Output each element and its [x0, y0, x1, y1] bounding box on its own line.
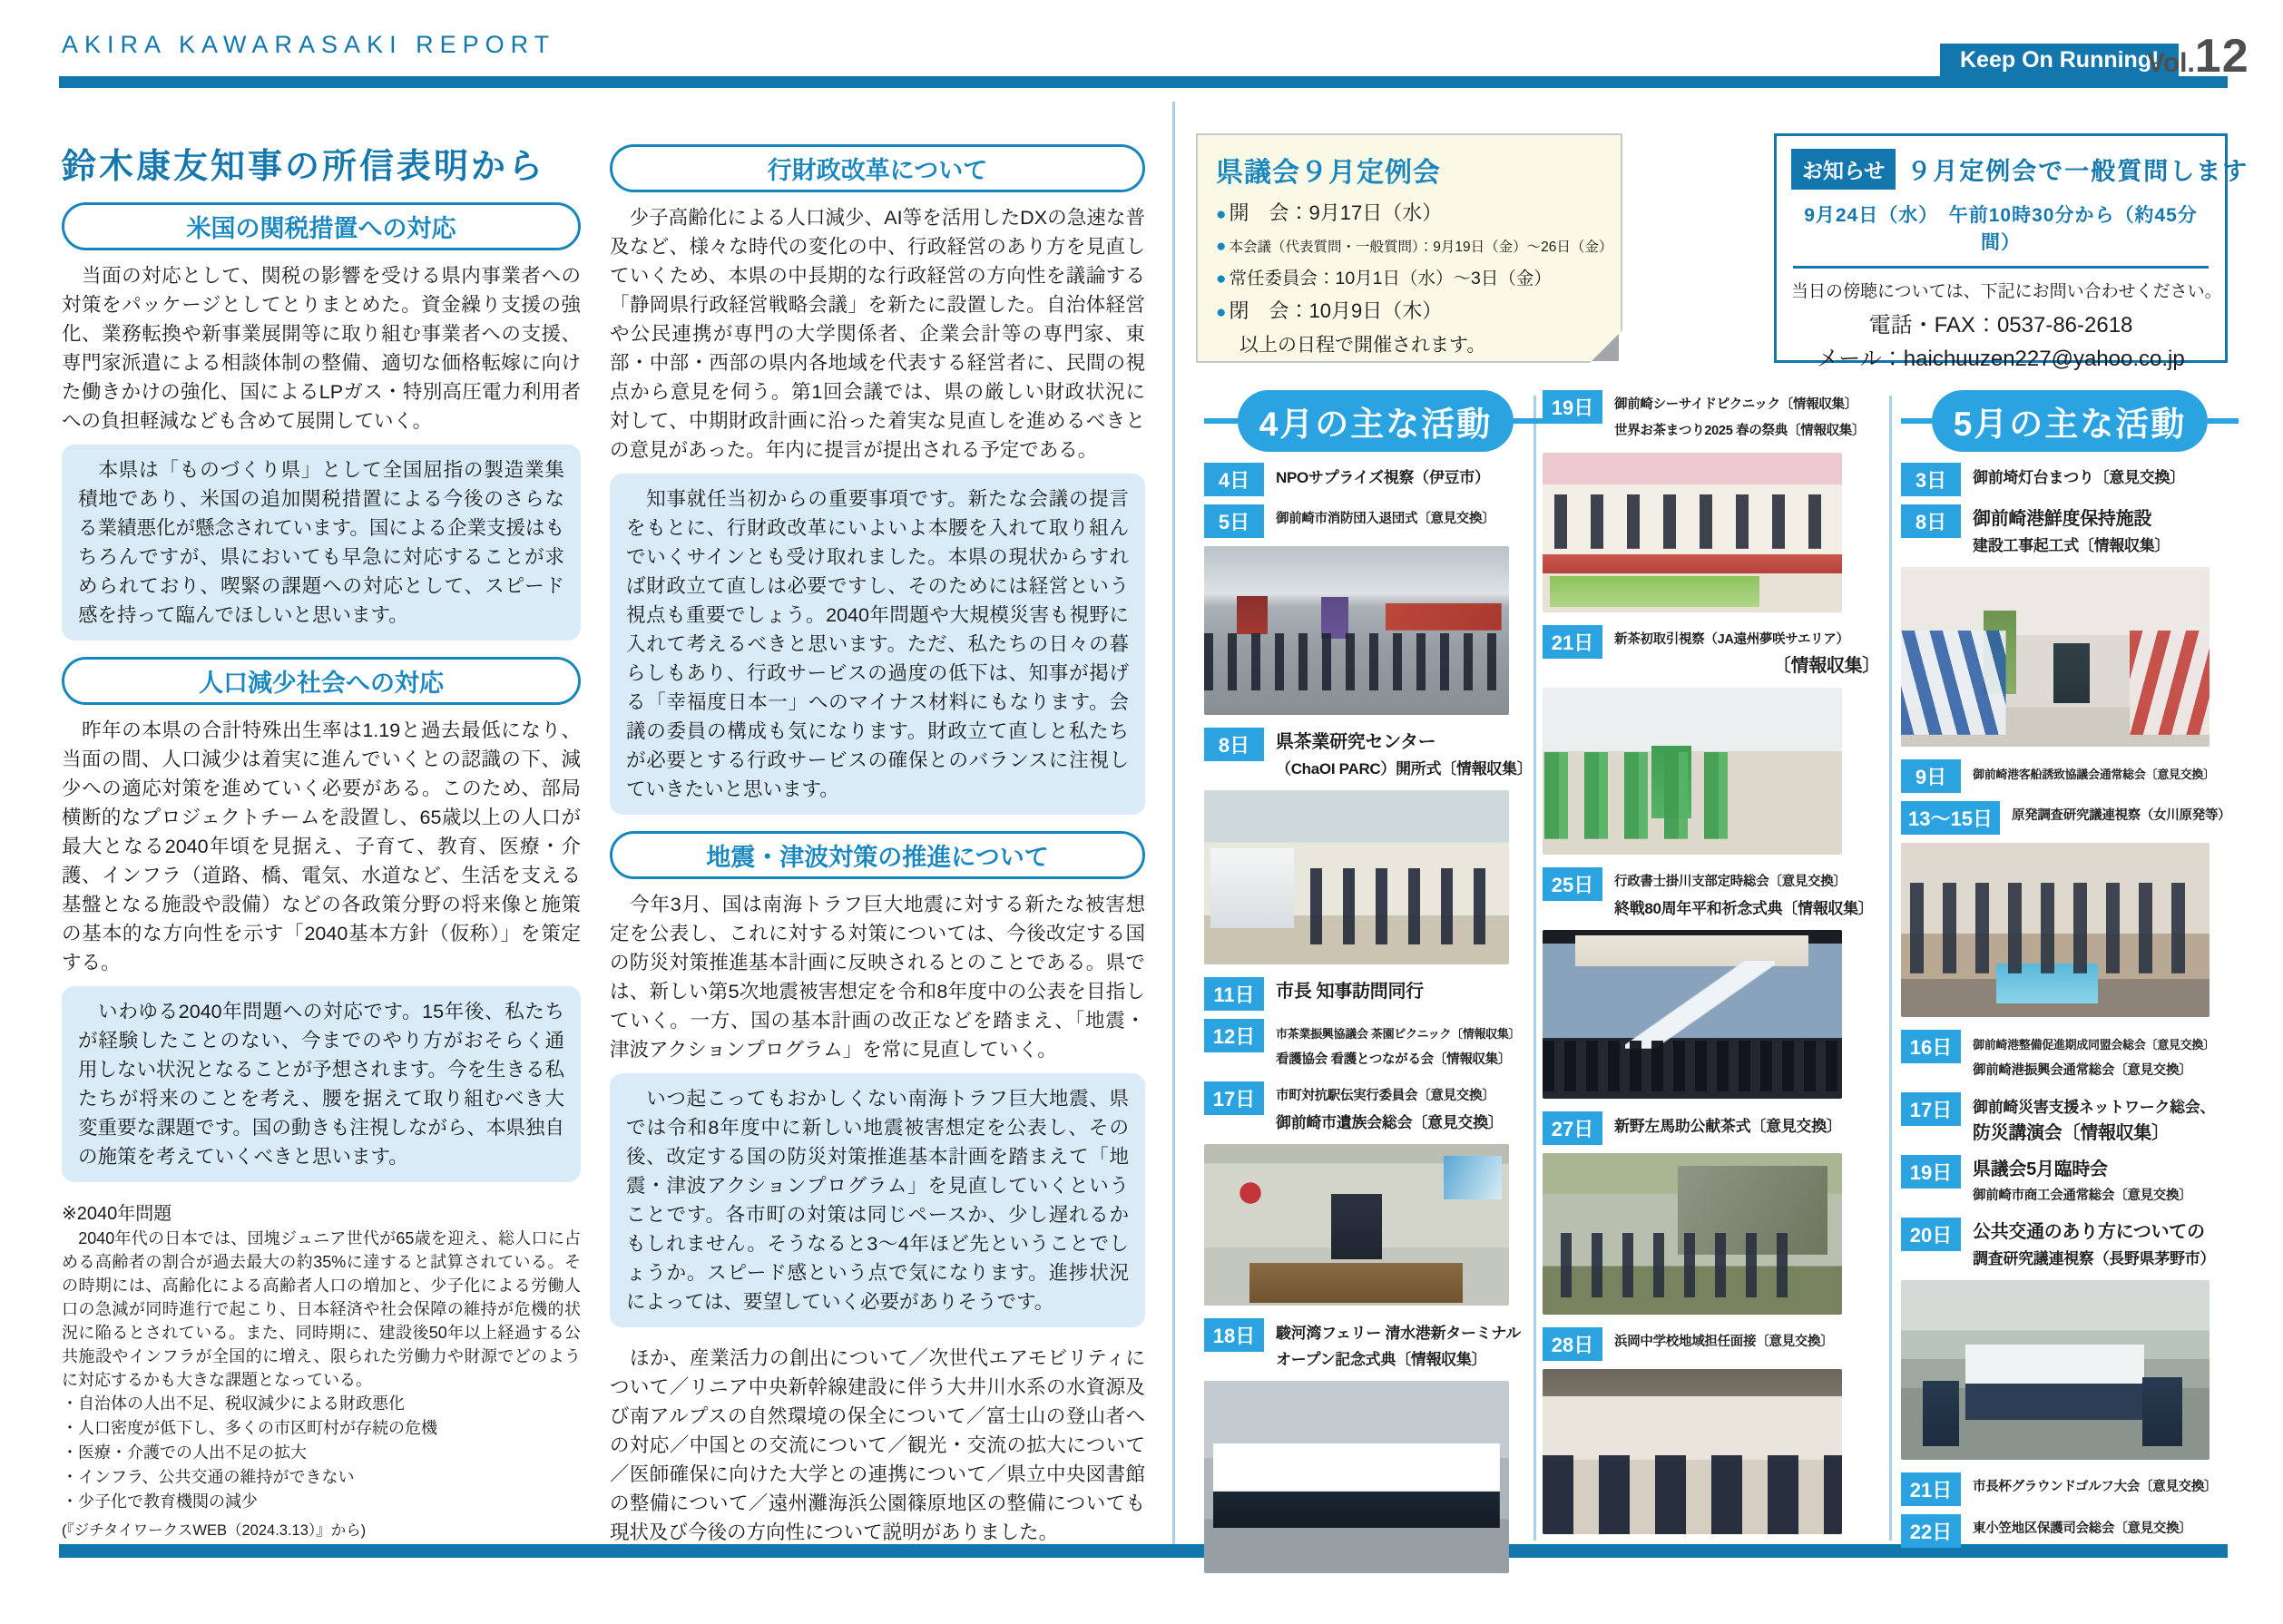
date-badge: 12日	[1204, 1019, 1264, 1052]
activity-text: 新茶初取引視察（JA遠州夢咲サエリア）	[1614, 632, 1849, 647]
note-bullet: ・人口密度が低下し、多くの市区町村が存続の危機	[62, 1419, 437, 1437]
note-2040-title: ※2040年問題	[62, 1204, 172, 1224]
photo-fire-brigade-ceremony	[1204, 546, 1509, 715]
activity-entry	[1901, 801, 2239, 835]
activity-text: 〔情報収集〕	[1772, 656, 1880, 676]
date-badge: 22日	[1901, 1514, 1961, 1548]
notice-badge: お知らせ	[1791, 149, 1896, 190]
activity-text: 浜岡中学校地域担任面接〔意見交換〕	[1614, 1335, 1834, 1349]
activity-entry	[1204, 1019, 1547, 1073]
activity-entry	[1543, 1327, 1880, 1361]
bullet-icon: ●	[1216, 269, 1227, 289]
activity-text: 市町対抗駅伝実行委員会〔意見交換〕	[1276, 1089, 1495, 1103]
column-governor-statement	[62, 138, 581, 1540]
column-may-activities	[1901, 390, 2239, 1556]
april-header-row	[1204, 390, 1547, 452]
date-badge: 25日	[1543, 867, 1602, 901]
bullet-icon: ●	[1216, 237, 1227, 256]
date-badge: 21日	[1901, 1472, 1961, 1506]
photo-peace-memorial-ceremony	[1543, 930, 1842, 1099]
photo-suruga-bay-ferry	[1204, 1381, 1509, 1573]
photo-kencha-ceremony	[1543, 1153, 1842, 1315]
column-reform-disaster	[610, 141, 1145, 1556]
activity-text: 御前崎市遺族会総会〔意見交換〕	[1276, 1114, 1504, 1131]
activity-text: 御前崎港客船誘致協議会通常総会〔意見交換〕	[1973, 768, 2215, 781]
activity-text: 県議会5月臨時会	[1973, 1159, 2108, 1179]
date-badge: 19日	[1543, 390, 1602, 424]
note-bullet: ・少子化で教育機関の減少	[62, 1492, 258, 1511]
date-badge: 8日	[1901, 504, 1961, 538]
date-badge: 17日	[1204, 1081, 1264, 1115]
notice-body: 当日の傍聴については、下記にお問い合わせください。	[1791, 282, 2222, 301]
date-badge: 13～15日	[1901, 801, 2000, 835]
activity-text: 御前崎災害支援ネットワーク総会、	[1973, 1099, 2216, 1116]
slogan-badge: Keep On Running!	[1940, 44, 2179, 77]
schedule-text: 本会議（代表質問・一般質問）：9月19日（金）～26日（金）	[1229, 240, 1613, 255]
activity-entry	[1204, 1081, 1547, 1136]
date-badge: 28日	[1543, 1327, 1602, 1361]
schedule-item	[1216, 230, 1613, 263]
may-header-row	[1901, 390, 2239, 452]
activity-text: 看護協会 看護とつながる会〔情報収集〕	[1276, 1052, 1512, 1067]
date-badge: 11日	[1204, 977, 1264, 1011]
page-fold-icon	[1592, 334, 1619, 361]
schedule-footer: 以上の日程で開催されます。	[1239, 335, 1486, 356]
population-body: 昨年の本県の合計特殊出生率は1.19と過去最低になり、当面の間、人口減少は着実に進んでいくとの認識の下、減少への適応対策を進めていく必要がある。このため、部局横断的なプロジェクトチームを設置し、65歳以上の人口が最大となる2040年頃を見据え、子育て、教育、医療・介護、インフラ（道路、橋、電気、水道など、生活を支える基盤となる施設や設備）などの各政策分野の将来像と施策の基本的な方向性を示す「2040基本方針（仮称）」を策定する。	[62, 719, 581, 973]
activity-entry	[1543, 390, 1880, 445]
notice-email: メール：haichuuzen227@yahoo.co.jp	[1817, 347, 2185, 371]
notice-box	[1774, 133, 2249, 371]
activity-entry	[1901, 1092, 2239, 1147]
activity-entry	[1204, 977, 1547, 1011]
activity-text: 御前崎市商工会通常総会〔意見交換〕	[1973, 1189, 2192, 1203]
activity-text: 御前崎港振興会通常総会〔意見交換〕	[1973, 1063, 2192, 1078]
tariff-comment-box: 本県は「ものづくり県」として全国屈指の製造業集積地であり、米国の追加関税措置による今後のさらなる業績悪化が懸念されています。国による企業支援はもちろんですが、県においても早急に対応することが求められており、喫緊の課題への対応として、スピード感を持って臨んでほしいと思います。	[62, 445, 581, 641]
assembly-schedule-box	[1196, 133, 1622, 363]
divider-activity-2	[1889, 396, 1892, 1541]
masthead-title: AKIRA KAWARASAKI REPORT	[62, 31, 556, 58]
photo-new-tea-auction	[1543, 688, 1842, 855]
section-header-tariff: 米国の関税措置への対応	[62, 202, 581, 250]
population-comment-box: いわゆる2040年問題への対応です。15年後、私たちが経験したことのない、今までのやり方がおそらく通用しない状況となることが予想されます。今を生きる私たちが将来のことを考え、腰を据えて取り組むべき大変重要な課題です。国の動きも注視しながら、本県独自の施策を考えていくべきと思います。	[62, 986, 581, 1182]
date-badge: 18日	[1204, 1318, 1264, 1352]
photo-public-transport-van	[1901, 1280, 2210, 1460]
activity-text: 御前埼灯台まつり〔意見交換〕	[1973, 469, 2185, 486]
tariff-body: 当面の対応として、関税の影響を受ける県内事業者への対策をパッケージとしてとりまとめた。資金繰り支援の強化、業務転換や新事業展開等に取り組む事業者への支援、専門家派遣による相談体制の整備、適切な価格転嫁に向けた働きかけの強化、国によるLPガス・特別高圧電力利用者への負担軽減なども含めて展開していく。	[62, 265, 581, 432]
activity-entry	[1901, 1030, 2239, 1084]
note-2040-bullets	[62, 1392, 581, 1514]
activity-text: （ChaOI PARC）開所式〔情報収集〕	[1276, 760, 1533, 778]
april-header-pill: 4月の主な活動	[1238, 390, 1514, 452]
activity-entry	[1204, 463, 1547, 496]
note-bullet: ・自治体の人出不足、税収減少による財政悪化	[62, 1394, 405, 1413]
activity-entry	[1204, 728, 1547, 782]
date-badge: 4日	[1204, 463, 1264, 496]
activity-text: NPOサプライズ視察（伊豆市）	[1276, 469, 1490, 486]
date-badge: 20日	[1901, 1218, 1961, 1251]
header-rule	[59, 76, 2228, 88]
activity-text: 御前崎港鮮度保持施設	[1973, 509, 2151, 529]
photo-world-tea-festival-stage	[1543, 453, 1842, 612]
activity-text: 市長 知事訪問同行	[1276, 982, 1424, 1002]
activity-text: 御前崎シーサイドピクニック〔情報収集〕	[1614, 397, 1857, 412]
note-source: (『ジチタイワークスWEB（2024.3.13）』から)	[62, 1522, 367, 1539]
notice-phone: 電話・FAX：0537-86-2618	[1868, 313, 2133, 338]
activity-entry	[1543, 625, 1880, 680]
column-april-activities	[1204, 390, 1547, 1586]
activity-text: 公共交通のあり方についての	[1973, 1222, 2205, 1242]
earthquake-body: 今年3月、国は南海トラフ巨大地震に対する新たな被害想定を公表し、これに対する対策については、今後改定する国の防災対策推進基本計画に反映されるとのことである。県では、新しい第5次地震被害想定を令和8年度中の公表を目指していく。一方、国の基本計画の改正などを踏まえ、「地震・津波アクションプログラム」を常に見直していく。	[610, 894, 1145, 1061]
closing-paragraph: ほか、産業活力の創出について／次世代エアモビリティについて／リニア中央新幹線建設に伴う大井川水系の水資源及び南アルプスの自然環境の保全について／富士山の登山者への対応／中国との交流について／観光・交流の拡大について／医師確保に向けた大学との連携について／県立中央図書館の整備について／遠州灘海浜公園篠原地区の整備についても現状及び今後の方向性について説明がありました。	[610, 1347, 1145, 1543]
section-header-population: 人口減少社会への対応	[62, 657, 581, 705]
schedule-item	[1216, 263, 1602, 295]
schedule-text: 開 会：9月17日（水）	[1229, 201, 1443, 224]
photo-chaoi-parc-opening	[1204, 790, 1509, 964]
bullet-icon: ●	[1216, 303, 1227, 322]
schedule-text: 閉 会：10月9日（木）	[1229, 299, 1443, 322]
activity-text: 行政書士掛川支部定時総会〔意見交換〕	[1614, 875, 1847, 889]
earthquake-comment-box: いつ起こってもおかしくない南海トラフ巨大地震、県では令和8年度中に新しい地震被害想定を公表し、その後、改定する国の防災対策推進基本計画を踏まえて「地震・津波アクションプログラム」を見直していくということです。各市町の対策は同じペースか、少し遅れるかもしれません。そうなると3～4年ほど先ということでしょうか。スピード感という点で気になります。進捗状況によっては、要望していく必要がありそうです。	[610, 1073, 1145, 1327]
section-header-earthquake: 地震・津波対策の推進について	[610, 831, 1145, 879]
column-april-activities-cont	[1543, 390, 1880, 1547]
activity-entry	[1901, 1155, 2239, 1209]
reform-body: 少子高齢化による人口減少、AI等を活用したDXの急速な普及など、様々な時代の変化の中、行政経営のあり方を見直していくため、本県の中長期的な行政経営の方向性を議論する「静岡県行政経営戦略会議」を新たに設置した。自治体経営や公民連携が専門の大学関係者、企業会計等の専門家、東部・中部・西部の県内各地域を代表する経営者に、民間の視点から意見を伺う。第1回会議では、県の厳しい財政状況に対して、中期財政計画に沿った着実な見直しを進めるべきとの意見があった。年内に提言が提出される予定である。	[610, 207, 1145, 461]
photo-groundbreaking-ceremony	[1901, 567, 2210, 747]
activity-entry	[1901, 1514, 2239, 1548]
activity-entry	[1204, 504, 1547, 538]
schedule-item	[1216, 295, 1602, 328]
activity-entry	[1901, 1472, 2239, 1506]
activity-text: 御前崎港整備促進期成同盟会総会〔意見交換〕	[1973, 1038, 2215, 1052]
date-badge: 3日	[1901, 463, 1961, 496]
note-bullet: ・インフラ、公共交通の維持ができない	[62, 1468, 355, 1486]
activity-entry	[1901, 759, 2239, 793]
activity-text: 防災講演会〔情報収集〕	[1973, 1123, 2170, 1143]
activity-text: 県茶業研究センター	[1276, 732, 1436, 752]
activity-entry	[1901, 504, 2239, 559]
activity-entry	[1204, 1318, 1547, 1373]
schedule-text: 常任委員会：10月1日（水）～3日（金）	[1229, 269, 1552, 289]
activity-entry	[1901, 463, 2239, 496]
notice-divider	[1793, 266, 2209, 269]
schedule-item	[1216, 197, 1602, 230]
activity-text: オープン記念式典〔情報収集〕	[1276, 1351, 1487, 1368]
may-header-pill: 5月の主な活動	[1932, 390, 2209, 452]
reform-comment-box: 知事就任当初からの重要事項です。新たな会議の提言をもとに、行財政改革にいよいよ本腰を入れて取り組んでいくサインとも受け取れました。本県の現状からすれば財政立て直しは必要ですし、そのためには経営という視点も重要でしょう。2040年問題や大規模災害も視野に入れて考えるべきと思います。ただ、私たちの日々の暮らしもあり、行政サービスの過度の低下は、知事が掲げる「幸福度日本一」へのマイナス材料にもなります。会議の委員の構成も気になります。財政立て直しと私たちが必要とする行政サービスの確保とのバランスに注視していきたいと思います。	[610, 474, 1145, 815]
activity-text: 終戦80周年平和祈念式典〔情報収集〕	[1614, 900, 1874, 917]
activity-entry	[1543, 867, 1880, 922]
date-badge: 27日	[1543, 1111, 1602, 1145]
photo-speech-podium	[1204, 1144, 1509, 1306]
section-header-reform: 行財政改革について	[610, 144, 1145, 192]
divider-main-right	[1172, 102, 1175, 1544]
date-badge: 19日	[1901, 1155, 1961, 1189]
activity-text: 駿河湾フェリー 清水港新ターミナル	[1276, 1325, 1521, 1342]
notice-title: ９月定例会で一般質問します	[1906, 158, 2249, 185]
activity-text: 新野左馬助公献茶式〔意見交換〕	[1614, 1118, 1842, 1135]
date-badge: 21日	[1543, 625, 1602, 659]
note-2040-body: 2040年代の日本では、団塊ジュニア世代が65歳を迎え、総人口に占める高齢者の割合が過去最大の約35%に達すると試算されている。その時期には、高齢化による高齢者人口の増加と、少子化による労働人口の急減が同時進行で起こり、日本経済や社会保障の維持が危機的状況に陥るとされている。また、同時期に、建設後50年以上経過する公共施設やインフラが全国的に増え、限られた労働力や財源でどのように対応するかも大きな課題となっている。	[62, 1229, 581, 1389]
date-badge: 8日	[1204, 728, 1264, 761]
activity-text: 市長杯グラウンドゴルフ大会〔意見交換〕	[1973, 1480, 2218, 1494]
note-bullet: ・医療・介護での人出不足の拡大	[62, 1443, 307, 1462]
date-badge: 9日	[1901, 759, 1961, 793]
volume-value: 12	[2194, 30, 2249, 83]
activity-text: 調査研究議連視察（長野県茅野市）	[1973, 1250, 2216, 1267]
page-title: 鈴木康友知事の所信表明から	[62, 148, 546, 186]
date-badge: 5日	[1204, 504, 1264, 538]
activity-entry	[1543, 1111, 1880, 1145]
activity-text: 原発調査研究議連視察（女川原発等）	[2011, 808, 2231, 823]
activity-text: 建設工事起工式〔情報収集〕	[1973, 537, 2170, 554]
bullet-icon: ●	[1216, 205, 1227, 224]
assembly-title: 県議会９月定例会	[1216, 158, 1441, 188]
volume-label: Vol.	[2147, 48, 2195, 78]
activity-text: 御前崎市消防団入退団式〔意見交換〕	[1276, 512, 1495, 526]
volume-number	[2147, 29, 2249, 83]
photo-onagawa-inspection-group	[1901, 843, 2210, 1017]
activity-text: 世界お茶まつり2025 春の祭典〔情報収集〕	[1614, 424, 1866, 438]
date-badge: 17日	[1901, 1092, 1961, 1126]
notice-datetime: 9月24日（水） 午前10時30分から（約45分間）	[1804, 205, 2198, 253]
photo-school-interview	[1543, 1369, 1842, 1534]
activity-text: 東小笠地区保護司会総会〔意見交換〕	[1973, 1521, 2192, 1536]
activity-text: 市茶業振興協議会 茶園ピクニック〔情報収集〕	[1276, 1027, 1521, 1041]
activity-entry	[1901, 1218, 2239, 1272]
date-badge: 16日	[1901, 1030, 1961, 1063]
